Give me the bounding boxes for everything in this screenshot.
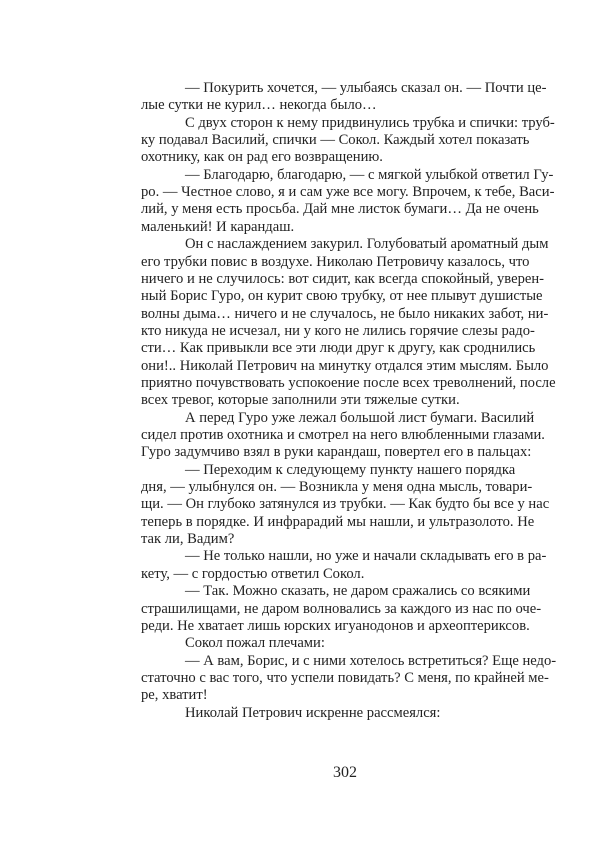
text-line: реди. Не хватает лишь юрских игуанодонов и археоптериксов. — [141, 617, 530, 634]
text-line: Сокол пожал плечами: — [185, 635, 325, 652]
text-line: ный Борис Гуро, он курит свою трубку, от нее плывут душистые — [141, 288, 543, 305]
text-line: кто никуда не исчезал, ни у кого не лились горячие слезы радо- — [141, 322, 535, 339]
text-line: сти… Как привыкли все эти люди друг к другу, как сроднились — [141, 340, 536, 357]
text-line: они!.. Николай Петрович на минутку отдался этим мыслям. Было — [141, 357, 549, 374]
text-line: охотнику, как он рад его возвращению. — [141, 149, 383, 166]
text-line: Гуро задумчиво взял в руки карандаш, повертел его в пальцах: — [141, 444, 532, 461]
text-line: Николай Петрович искренне рассмеялся: — [185, 704, 441, 721]
text-line: лий, у меня есть просьба. Дай мне листок бумаги… Да не очень — [141, 201, 539, 218]
text-line: приятно почувствовать успокоение после всех треволнений, после — [141, 374, 556, 391]
text-line: так ли, Вадим? — [141, 531, 235, 548]
text-line: страшилищами, не даром волновались за каждого из нас по оче- — [141, 600, 542, 617]
text-line: А перед Гуро уже лежал большой лист бумаги. Василий — [185, 409, 535, 426]
text-line: всех тревог, которые заполнили эти тяжелые сутки. — [141, 392, 460, 409]
text-line: ро. — Честное слово, я и сам уже все могу. Впрочем, к тебе, Васи- — [141, 184, 555, 201]
text-line: — Переходим к следующему пункту нашего порядка — [185, 461, 516, 478]
text-line: его трубки повис в воздухе. Николаю Петровичу казалось, что — [141, 253, 530, 270]
text-line: волны дыма… ничего и не случалось, не было никаких забот, ни- — [141, 305, 549, 322]
text-line: теперь в порядке. И инфрарадий мы нашли, и ультразолото. Не — [141, 513, 535, 530]
text-line: — Так. Можно сказать, не даром сражались со всякими — [185, 583, 531, 600]
text-line: ре, хватит! — [141, 687, 208, 704]
text-line: С двух сторон к нему придвинулись трубка и спички: труб- — [185, 114, 555, 131]
page-number: 302 — [333, 764, 357, 781]
text-line: щи. — Он глубоко затянулся из трубки. — Как будто бы все у нас — [141, 496, 550, 513]
text-line: ку подавал Василий, спички — Сокол. Каждый хотел показать — [141, 132, 530, 149]
text-line: статочно с вас того, что успели повидать? С меня, по крайней ме- — [141, 669, 549, 686]
text-line: маленький! И карандаш. — [141, 218, 295, 235]
text-line: — Благодарю, благодарю, — с мягкой улыбкой ответил Гу- — [185, 166, 554, 183]
text-line: ничего и не случилось: вот сидит, как всегда спокойный, уверен- — [141, 270, 545, 287]
text-line: кету, — с гордостью ответил Сокол. — [141, 565, 365, 582]
text-line: — А вам, Борис, и с ними хотелось встретиться? Еще недо- — [185, 652, 557, 669]
text-line: Он с наслаждением закурил. Голубоватый ароматный дым — [185, 236, 549, 253]
text-line: — Покурить хочется, — улыбаясь сказал он. — Почти це- — [185, 80, 547, 96]
text-line: дня, — улыбнулся он. — Возникла у меня одна мысль, товари- — [141, 479, 533, 496]
text-line: сидел против охотника и смотрел на него влюбленными глазами. — [141, 427, 545, 443]
text-line: — Не только нашли, но уже и начали складывать его в ра- — [185, 548, 547, 565]
text-line: лые сутки не курил… некогда было… — [141, 97, 377, 114]
